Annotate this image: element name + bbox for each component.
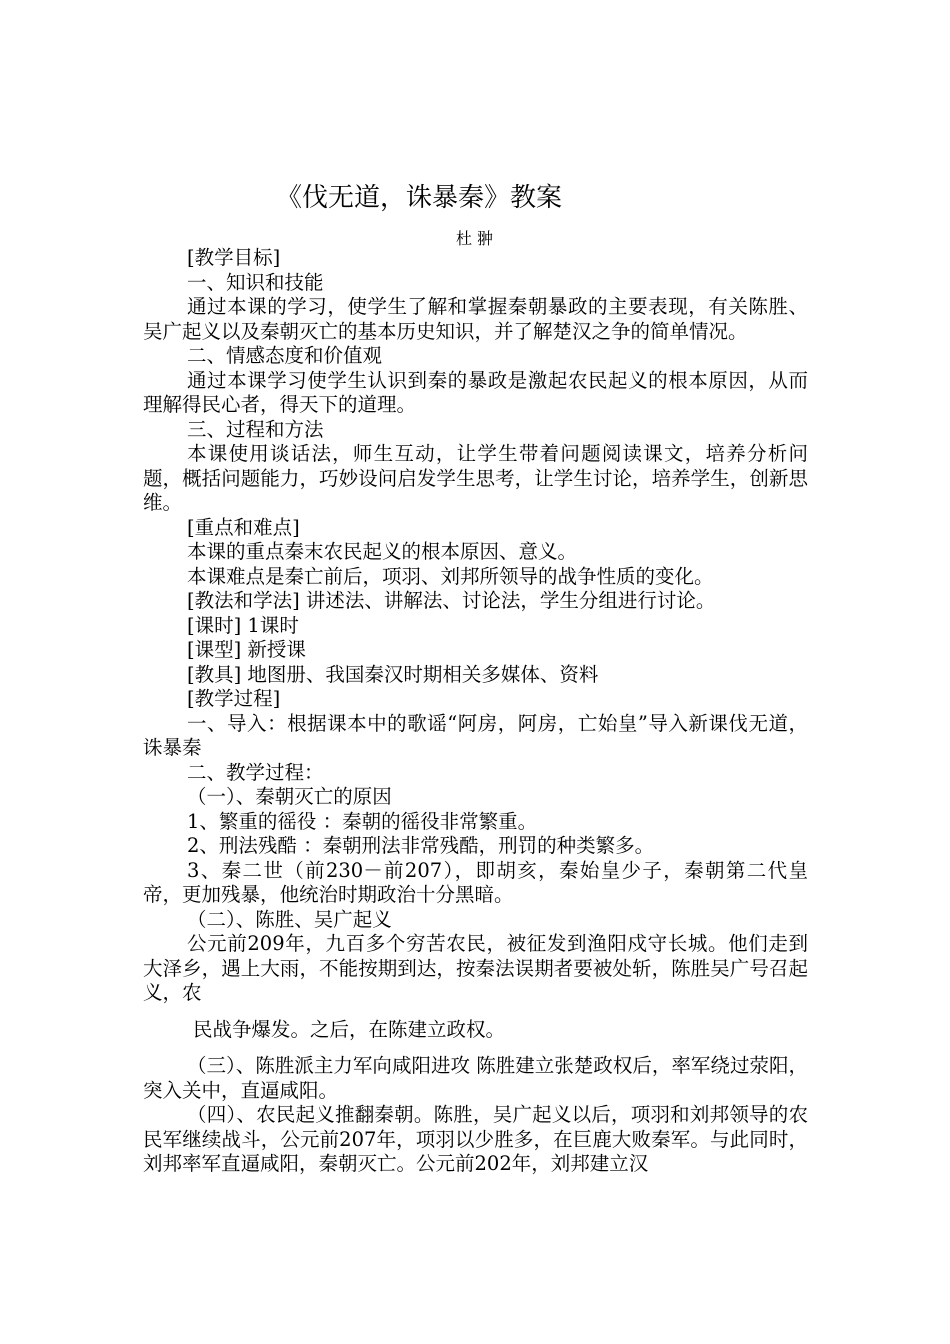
paragraph-key-point: 本课的重点秦末农民起义的根本原因、意义。 [187,540,578,563]
list-item-second-emperor: 3、秦二世（前230－前207），即胡亥，秦始皇少子，秦朝第二代皇帝，更加残暴，他统治时期政治十分黑暗。 [143,858,808,906]
paragraph-uprising: 公元前209年，九百多个穷苦农民，被征发到渔阳戍守长城。他们走到大泽乡，遇上大雨，不能按期到达，按秦法误期者要被处斩，陈胜吴广号召起义，农 [143,932,808,1004]
subheading-emotion-values: 二、情感态度和价值观 [187,344,383,367]
paragraph-uprising-continued: 民战争爆发。之后，在陈建立政权。 [193,1017,506,1041]
document-title: 《伐无道，诛暴秦》教案 [276,183,563,213]
paragraph-teaching-aids: [教具] 地图册、我国秦汉时期相关多媒体、资料 [187,662,599,686]
document-body [143,246,808,1177]
paragraph-teaching-methods: [教法和学法] 讲述法、讲解法、讨论法，学生分组进行讨论。 [187,589,716,612]
subheading-teaching-process: 二、教学过程： [187,760,324,784]
section-heading-teaching-process: [教学过程] [187,687,281,710]
section-heading-objectives: [教学目标] [187,246,281,269]
subheading-uprising: （二）、陈胜、吴广起义 [187,907,392,931]
paragraph-class-hours: [课时] 1课时 [187,613,299,637]
subheading-qin-fall-causes: （一）、秦朝灭亡的原因 [187,785,392,808]
section-heading-key-points: [重点和难点] [187,515,300,539]
list-item-corvee: 1、繁重的徭役 ：秦朝的徭役非常繁重。 [187,809,538,833]
paragraph-knowledge-skills: 通过本课的学习，使学生了解和掌握秦朝暴政的主要表现，有关陈胜、吴广起义以及秦朝灭亡的基本历史知识，并了解楚汉之争的简单情况。 [143,295,808,343]
subheading-process-methods: 三、过程和方法 [187,417,324,441]
list-item-harsh-laws: 2、刑法残酷 ：秦朝刑法非常残酷，刑罚的种类繁多。 [187,834,655,857]
paragraph-emotion-values: 通过本课学习使学生认识到秦的暴政是激起农民起义的根本原因，从而理解得民心者，得天下的道理。 [143,368,808,416]
paragraph-overthrow-qin: （四）、农民起义推翻秦朝。陈胜，吴广起义以后，项羽和刘邦领导的农民军继续战斗，公元前207年，项羽以少胜多，在巨鹿大败秦军。与此同时，刘邦率军直逼咸阳，秦朝灭亡。公元前202年，刘邦建立汉 [143,1103,808,1175]
paragraph-introduction: 一、导入：根据课本中的歌谣“阿房，阿房，亡始皇”导入新课伐无道，诛暴秦 [143,711,808,759]
paragraph-process-methods: 本课使用谈话法，师生互动，让学生带着问题阅读课文，培养分析问题，概括问题能力，巧妙设问启发学生思考，让学生讨论，培养学生，创新思维。 [143,442,808,514]
subheading-knowledge-skills: 一、知识和技能 [187,270,324,294]
author-name: 杜 翀 [456,229,494,248]
paragraph-lesson-type: [课型] 新授课 [187,638,306,661]
paragraph-difficult-point: 本课难点是秦亡前后，项羽、刘邦所领导的战争性质的变化。 [187,564,714,588]
paragraph-march-on-xianyang: （三）、陈胜派主力军向咸阳进攻 陈胜建立张楚政权后，率军绕过荥阳，突入关中，直逼咸阳。 [143,1054,808,1102]
